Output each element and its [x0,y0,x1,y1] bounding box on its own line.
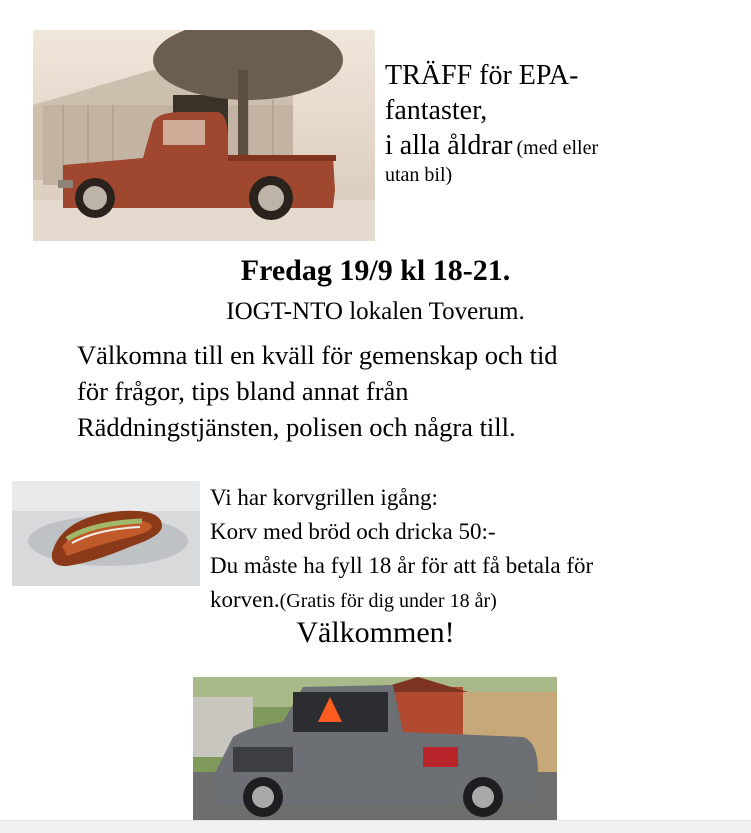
event-title [385,58,715,188]
welcome-line-3: Räddningstjänsten, polisen och några till. [77,412,516,442]
food-note: (Gratis för dig under 18 år) [279,590,497,612]
title-line-1: TRÄFF för EPA- [385,60,579,91]
event-venue: IOGT-NTO lokalen Toverum. [226,298,525,325]
title-line-3: i alla åldrar [385,130,513,161]
event-date-time: Fredag 19/9 kl 18-21. [240,254,511,287]
food-line-2: Korv med bröd och dricka 50:- [210,519,496,544]
welcome-line-2: för frågor, tips bland annat från [77,376,409,406]
title-line-2: fantaster, [385,95,488,126]
food-line-1: Vi har korvgrillen igång: [210,485,438,510]
food-info [210,481,740,618]
title-note-b: utan bil) [385,164,453,186]
food-line-4: korven. [210,587,280,612]
epa-tractor-car-photo [193,677,557,820]
welcome-paragraph [77,337,717,445]
title-note-a: (med eller [516,137,599,159]
closing-greeting: Välkommen! [296,616,455,649]
bottom-scroll-area [0,820,751,833]
welcome-line-1: Välkomna till en kväll för gemenskap och tid [77,340,558,370]
hot-dog-photo [12,481,200,586]
food-line-3: Du måste ha fyll 18 år för att få betala för [210,553,594,578]
vintage-pickup-truck-photo [33,30,375,241]
